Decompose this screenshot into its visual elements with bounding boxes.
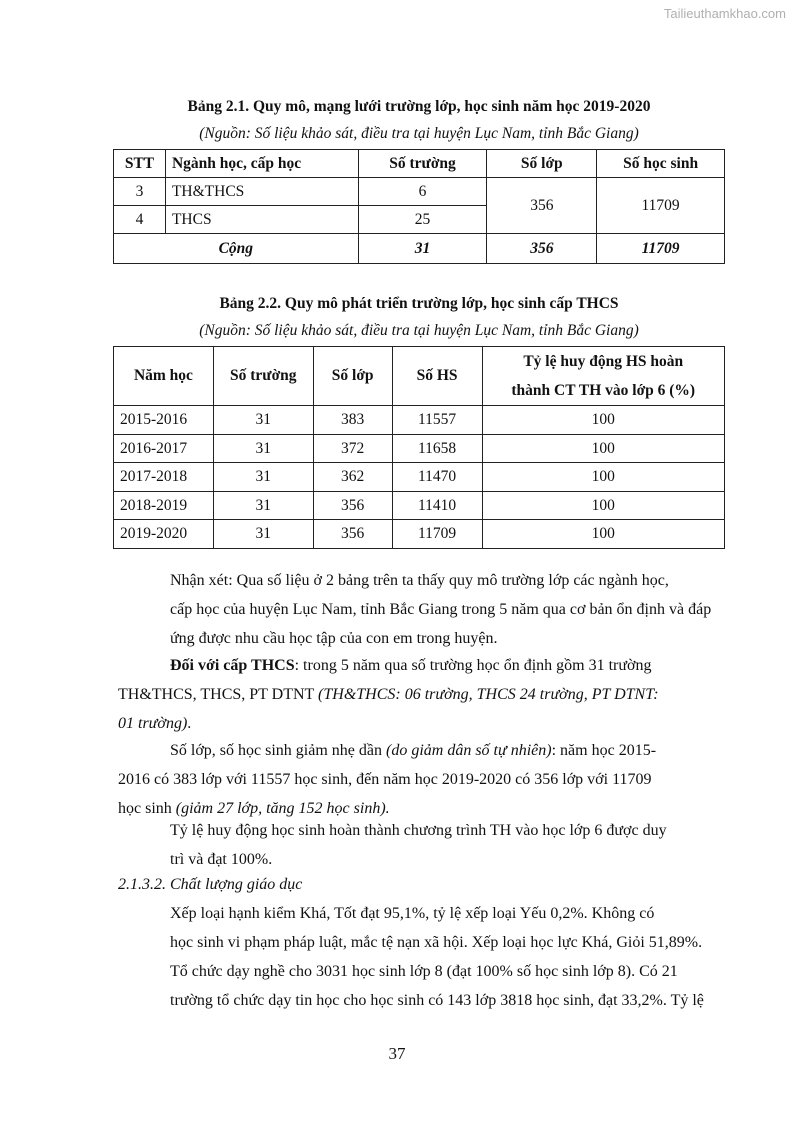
- table2-cell-schools: 31: [213, 463, 313, 492]
- table-row: [114, 492, 725, 520]
- table2-cell-classes: 356: [313, 492, 392, 520]
- table2-header-rate: [482, 347, 725, 406]
- table-row: [114, 463, 725, 492]
- table2-caption: Bảng 2.2. Quy mô phát triển trường lớp, học sinh cấp THCS: [219, 295, 619, 312]
- text-line: [118, 680, 718, 709]
- table2-cell-classes: 362: [313, 463, 392, 492]
- table-row: [114, 178, 725, 206]
- table2-cell-students: 11470: [392, 463, 482, 492]
- table-row: [114, 435, 725, 463]
- text-line: [118, 651, 718, 680]
- page-number: 37: [388, 1044, 406, 1063]
- text-line: trì và đạt 100%.: [170, 851, 273, 868]
- table1-cell-schools: 25: [358, 206, 487, 234]
- paragraph-thcs: [118, 651, 718, 738]
- table2-header-rate-line2: thành CT TH vào lớp 6 (%): [511, 382, 696, 399]
- bold-text: Đối với cấp THCS: [170, 657, 295, 674]
- text-run: : trong 5 năm qua số trường học ổn định gồm 31 trường: [294, 657, 652, 674]
- table1-header-stt: STT: [114, 150, 166, 178]
- table1-header-name: Ngành học, cấp học: [165, 150, 358, 178]
- table2-cell-rate: 100: [482, 406, 725, 435]
- table2-cell-students: 11658: [392, 435, 482, 463]
- heading-text: 2.1.3.2. Chất lượng giáo dục: [118, 876, 303, 893]
- watermark: Tailieuthamkhao.com: [663, 6, 786, 21]
- table2-cell-students: 11709: [392, 520, 482, 549]
- table2-header-rate-line1: Tỷ lệ huy động HS hoàn: [523, 353, 684, 370]
- table1-header-row: [114, 150, 725, 178]
- text-run: .: [187, 715, 192, 732]
- table1-total-row: [114, 234, 725, 264]
- table2-cell-schools: 31: [213, 520, 313, 549]
- text-line: Tỷ lệ huy động học sinh hoàn thành chương trình TH vào học lớp 6 được duy: [170, 822, 667, 839]
- table2-header-year: Năm học: [114, 347, 214, 406]
- text-line: Nhận xét: Qua số liệu ở 2 bảng trên ta thấy quy mô trường lớp các ngành học,: [170, 572, 669, 589]
- table2-header-classes: Số lớp: [313, 347, 392, 406]
- table2-cell-students: 11410: [392, 492, 482, 520]
- table1-header-schools: Số trường: [358, 150, 487, 178]
- table2-cell-rate: 100: [482, 435, 725, 463]
- text-line: [118, 736, 718, 765]
- text-run: TH&THCS, THCS, PT DTNT: [118, 686, 319, 703]
- table2-cell-students: 11557: [392, 406, 482, 435]
- table2-cell-rate: 100: [482, 463, 725, 492]
- text-run: : năm học 2015-: [551, 742, 657, 759]
- table1-header-students: Số học sinh: [597, 150, 725, 178]
- table2-cell-year: 2019-2020: [114, 520, 214, 549]
- text-line: học sinh vi phạm pháp luật, mắc tệ nạn xã hội. Xếp loại học lực Khá, Giỏi 51,89%.: [170, 934, 703, 951]
- italic-text: (TH&THCS: 06 trường, THCS 24 trường, PT DTNT:: [318, 686, 659, 703]
- table1-total-schools: 31: [358, 234, 487, 264]
- text-line: ứng được nhu cầu học tập của con em trong huyện.: [170, 630, 498, 647]
- table2-cell-year: 2015-2016: [114, 406, 214, 435]
- table1-total-label: Cộng: [114, 234, 359, 264]
- table1-cell-classes-merged: 356: [487, 178, 597, 234]
- paragraph-classes: [118, 736, 718, 823]
- table1-cell-schools: 6: [358, 178, 487, 206]
- paragraph-quality: [118, 899, 718, 1015]
- table1-cell-stt: 4: [114, 206, 166, 234]
- table1-cell-name: TH&THCS: [165, 178, 358, 206]
- table2-cell-rate: 100: [482, 520, 725, 549]
- table1: [113, 149, 725, 264]
- text-line: [118, 709, 718, 738]
- text-line: trường tổ chức dạy tin học cho học sinh có 143 lớp 3818 học sinh, đạt 33,2%. Tỷ lệ: [170, 992, 704, 1009]
- table2-source: (Nguồn: Số liệu khảo sát, điều tra tại huyện Lục Nam, tỉnh Bắc Giang): [199, 322, 639, 339]
- text-run: Số lớp, số học sinh giảm nhẹ dần: [170, 742, 386, 759]
- paragraph-remark: [118, 566, 718, 653]
- italic-text: (giảm 27 lớp, tăng 152 học sinh).: [175, 800, 390, 817]
- table1-cell-students-merged: 11709: [597, 178, 725, 234]
- table1-cell-name: THCS: [165, 206, 358, 234]
- table1-caption: Bảng 2.1. Quy mô, mạng lưới trường lớp, học sinh năm học 2019-2020: [187, 98, 651, 115]
- table2-cell-rate: 100: [482, 492, 725, 520]
- table2-cell-classes: 356: [313, 520, 392, 549]
- italic-text: (do giảm dân số tự nhiên): [386, 742, 552, 759]
- text-line: 2016 có 383 lớp với 11557 học sinh, đến năm học 2019-2020 có 356 lớp với 11709: [118, 771, 652, 788]
- table2-cell-schools: 31: [213, 406, 313, 435]
- table2-cell-schools: 31: [213, 435, 313, 463]
- table1-header-classes: Số lớp: [487, 150, 597, 178]
- italic-text: 01 trường): [118, 715, 188, 732]
- table2: [113, 346, 725, 549]
- table2-cell-classes: 383: [313, 406, 392, 435]
- table2-header-row: [114, 347, 725, 406]
- table2-cell-year: 2017-2018: [114, 463, 214, 492]
- table2-cell-schools: 31: [213, 492, 313, 520]
- text-run: học sinh: [118, 800, 176, 817]
- table1-total-students: 11709: [597, 234, 725, 264]
- table2-cell-year: 2018-2019: [114, 492, 214, 520]
- table-row: [114, 406, 725, 435]
- table1-total-classes: 356: [487, 234, 597, 264]
- text-line: Xếp loại hạnh kiểm Khá, Tốt đạt 95,1%, tỷ lệ xếp loại Yếu 0,2%. Không có: [170, 905, 655, 922]
- table1-cell-stt: 3: [114, 178, 166, 206]
- table-row: [114, 520, 725, 549]
- table2-header-schools: Số trường: [213, 347, 313, 406]
- table2-header-students: Số HS: [392, 347, 482, 406]
- text-line: Tổ chức dạy nghề cho 3031 học sinh lớp 8 (đạt 100% số học sinh lớp 8). Có 21: [170, 963, 678, 980]
- table2-cell-classes: 372: [313, 435, 392, 463]
- text-line: cấp học của huyện Lục Nam, tỉnh Bắc Giang trong 5 năm qua cơ bản ổn định và đáp: [170, 601, 712, 618]
- paragraph-rate: [118, 816, 718, 874]
- table2-cell-year: 2016-2017: [114, 435, 214, 463]
- section-heading: [118, 870, 718, 899]
- table1-source: (Nguồn: Số liệu khảo sát, điều tra tại huyện Lục Nam, tỉnh Bắc Giang): [199, 125, 639, 142]
